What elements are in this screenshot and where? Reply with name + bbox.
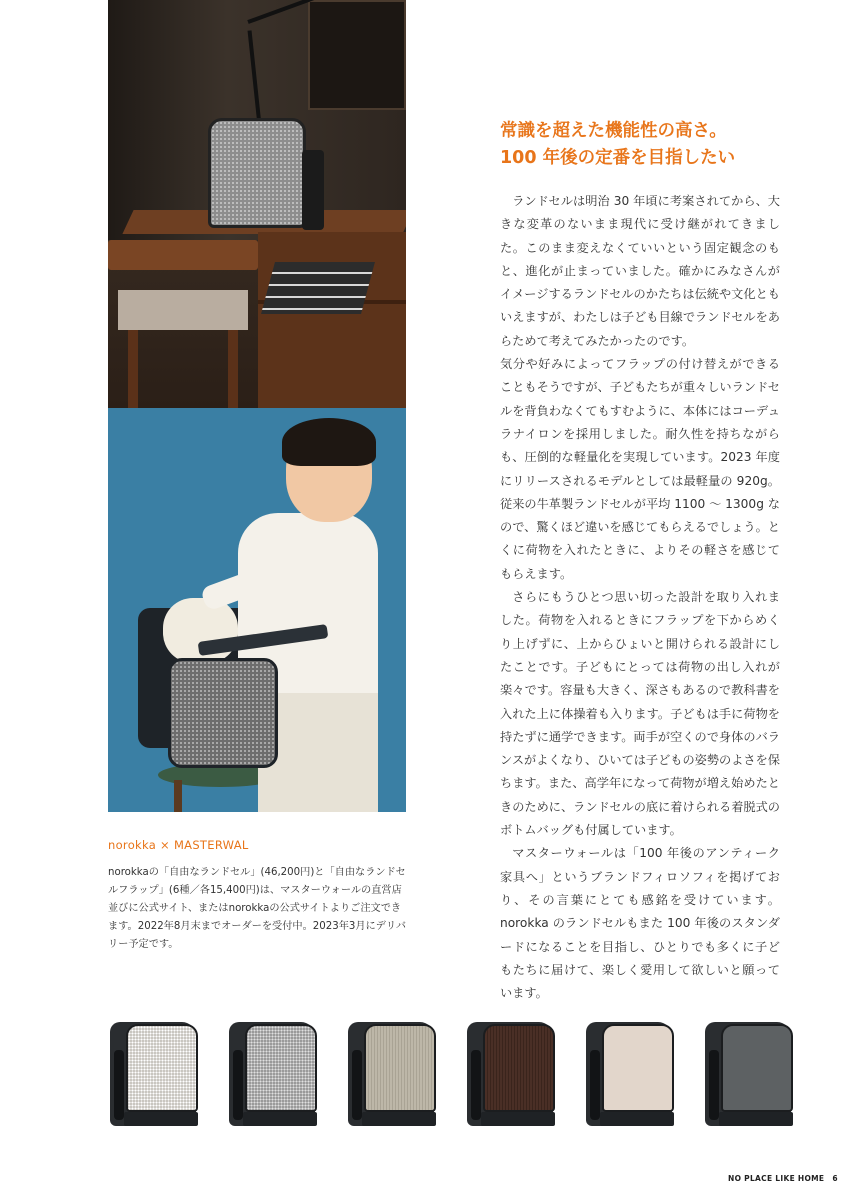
backpack-flap-variant bbox=[108, 1020, 200, 1128]
backpack-strap bbox=[471, 1050, 481, 1120]
chair-leg bbox=[228, 330, 238, 408]
photo-desk-backpack bbox=[108, 0, 406, 408]
backpack-on-desk bbox=[208, 118, 306, 228]
backpack-flap bbox=[245, 1024, 317, 1112]
desk-body bbox=[258, 232, 406, 408]
book-stack bbox=[261, 262, 375, 314]
backpack-flap bbox=[364, 1024, 436, 1112]
flap-variations-row bbox=[100, 1020, 780, 1130]
backpack-bottom bbox=[600, 1112, 674, 1126]
backpack-flap bbox=[126, 1024, 198, 1112]
article-paragraph: 気分や好みによってフラップの付け替えができることもそうですが、子どもたちが重々しいランドセルを背負わなくてもすむように、本体にはコーデュラナイロンを採用しました。耐久性を持ちながらも、圧倒的な軽量化を実現しています。2023 年度にリリースされるモデルとしては最軽量の 920g。従来の牛革製ランドセルが平均 1100 ～ 1300g なので、驚くほど違いを感じてもらえるでしょう。とくに荷物を入れたときに、よりその軽さを感じてもらえます。 bbox=[500, 357, 780, 581]
photo-boy-with-backpack bbox=[108, 408, 406, 812]
backpack-side bbox=[302, 150, 324, 230]
chair-leg bbox=[128, 330, 138, 408]
caption-body: norokkaの「自由なランドセル」(46,200円)と「自由なランドセルフラップ」(6種／各15,400円)は、マスターウォールの直営店並びに公式サイト、またはnorokkaの公式サイトよりご注文できます。2022年8月末までオーダーを受付中。2023年3月にデリバリー予定です。 bbox=[108, 867, 407, 950]
backpack-strap bbox=[233, 1050, 243, 1120]
backpack-front bbox=[168, 658, 278, 768]
stool-leg bbox=[174, 780, 182, 812]
backpack-flap-variant bbox=[346, 1020, 438, 1128]
magazine-name: NO PLACE LIKE HOME bbox=[728, 1174, 825, 1183]
page-number: 6 bbox=[832, 1174, 838, 1183]
article-headline bbox=[500, 118, 800, 172]
article-body bbox=[500, 190, 780, 1005]
backpack-bottom bbox=[124, 1112, 198, 1126]
backpack-flap-variant bbox=[227, 1020, 319, 1128]
backpack-flap bbox=[483, 1024, 555, 1112]
backpack-bottom bbox=[243, 1112, 317, 1126]
backpack-flap-variant bbox=[703, 1020, 795, 1128]
article-paragraph: さらにもうひとつ思い切った設計を取り入れました。荷物を入れるときにフラップを下からめくり上げずに、上からひょいと開けられる設計にしたことです。子どもにとっては荷物の出し入れが楽々です。容量も大きく、深さもあるので教科書を入れた上に体操着も入ります。子どもは手に荷物を持たずに通学できます。両手が空くので身体のバランスがよくなり、ひいては子どもの姿勢のよさを保ちます。また、高学年になって荷物が増え始めたときのために、ランドセルの底に着けられる着脱式のボトムバッグも付属しています。 bbox=[500, 590, 780, 838]
page-footer bbox=[728, 1174, 838, 1183]
backpack-flap bbox=[721, 1024, 793, 1112]
chair-seat bbox=[118, 290, 248, 330]
headline-line-2: 100 年後の定番を目指したい bbox=[500, 148, 736, 168]
backpack-strap bbox=[709, 1050, 719, 1120]
boy-hair bbox=[282, 418, 376, 466]
caption-title: norokka × MASTERWAL bbox=[108, 838, 249, 852]
backpack-bottom bbox=[481, 1112, 555, 1126]
headline-line-1: 常識を超えた機能性の高さ。 bbox=[500, 121, 727, 141]
article-paragraph: マスターウォールは「100 年後のアンティーク家具へ」というブランドフィロソフィを掲げており、その言葉にとても感銘を受けています。norokka のランドセルもまた 100 年後のスタンダードになることを目指し、ひとりでも多くに子どもたちに届けて、楽しく愛用して欲しいと願っています。 bbox=[500, 846, 780, 1001]
backpack-bottom bbox=[719, 1112, 793, 1126]
backpack-flap-variant bbox=[584, 1020, 676, 1128]
chair-back bbox=[108, 240, 258, 270]
photo-wall-panel bbox=[308, 0, 406, 110]
backpack-bottom bbox=[362, 1112, 436, 1126]
backpack-strap bbox=[114, 1050, 124, 1120]
article-paragraph: ランドセルは明治 30 年頃に考案されてから、大きな変革のないまま現代に受け継がれてきました。このまま変えなくていいという固定観念のもと、進化が止まっていました。確かにみなさんがイメージするランドセルのかたちは伝統や文化ともいえますが、わたしは子ども目線でランドセルをあらためて考えてみたかったのです。 bbox=[500, 194, 780, 348]
backpack-flap bbox=[602, 1024, 674, 1112]
backpack-strap bbox=[590, 1050, 600, 1120]
backpack-flap-variant bbox=[465, 1020, 557, 1128]
backpack-strap bbox=[352, 1050, 362, 1120]
